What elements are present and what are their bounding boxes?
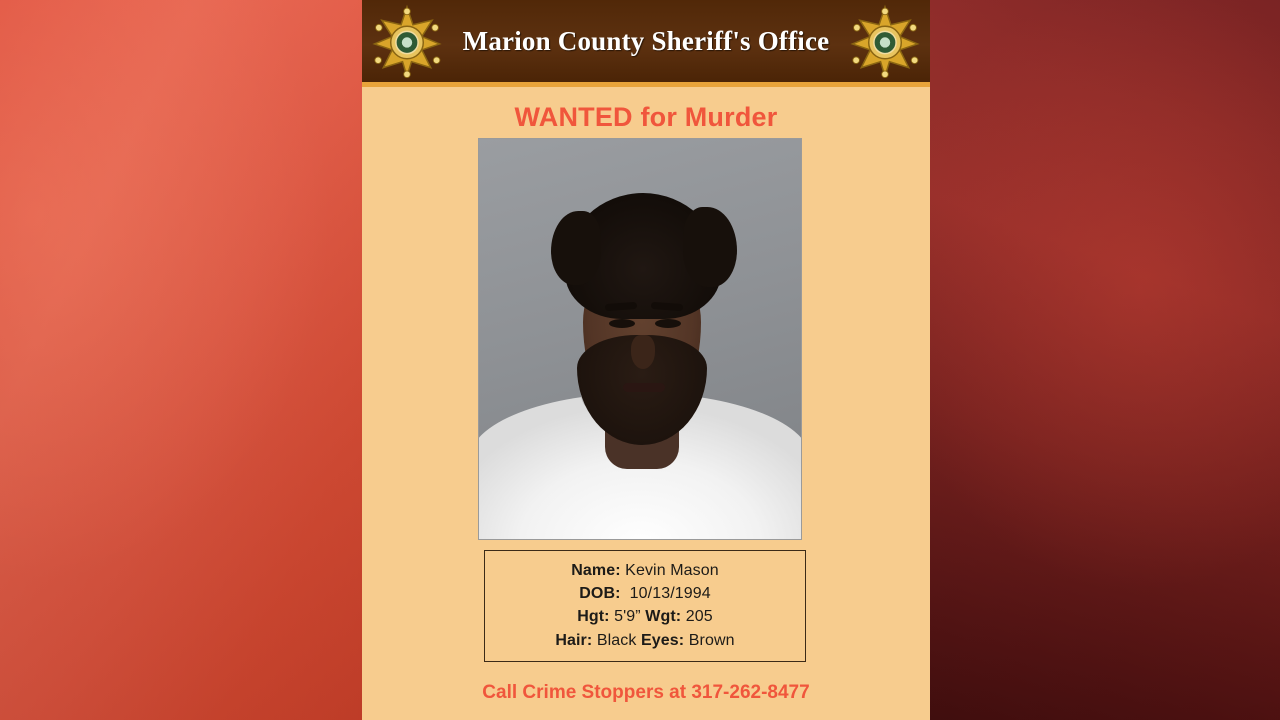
sheriff-star-badge-left-icon <box>370 4 444 78</box>
detail-row-dob <box>485 582 805 605</box>
mugshot-hair <box>565 193 721 319</box>
poster-header-title: Marion County Sheriff's Office <box>462 25 830 56</box>
poster-header <box>362 0 930 87</box>
wanted-poster <box>362 0 930 720</box>
detail-label-hair: Hair: <box>555 631 593 649</box>
detail-value-dob: 10/13/1994 <box>629 585 711 603</box>
mugshot-mouth <box>623 383 665 392</box>
detail-label-weight: Wgt: <box>645 608 682 626</box>
detail-value-eyes: Brown <box>688 631 735 649</box>
detail-label-name: Name: <box>571 562 621 579</box>
detail-value-name: Kevin Mason <box>625 562 719 579</box>
background-panel-left <box>0 0 362 720</box>
background-panel-right <box>930 0 1280 720</box>
mugshot-eye-right <box>655 319 681 328</box>
crime-stoppers-contact: Call Crime Stoppers at 317-262-8477 <box>482 682 810 703</box>
detail-value-hair: Black <box>596 631 637 649</box>
detail-value-height: 5'9” <box>614 608 641 626</box>
detail-row-hair-eyes <box>485 629 805 652</box>
detail-label-dob: DOB: <box>579 585 621 603</box>
subject-details-box <box>484 550 806 662</box>
detail-row-name <box>485 559 805 582</box>
detail-row-height-weight <box>485 605 805 628</box>
wanted-headline: WANTED for Murder <box>514 102 778 132</box>
mugshot-nose <box>631 335 655 369</box>
detail-value-weight: 205 <box>685 608 713 626</box>
mugshot-eye-left <box>609 319 635 328</box>
detail-label-height: Hgt: <box>577 608 610 626</box>
detail-label-eyes: Eyes: <box>641 631 685 649</box>
mugshot-photo <box>478 138 802 540</box>
sheriff-star-badge-right-icon <box>848 4 922 78</box>
